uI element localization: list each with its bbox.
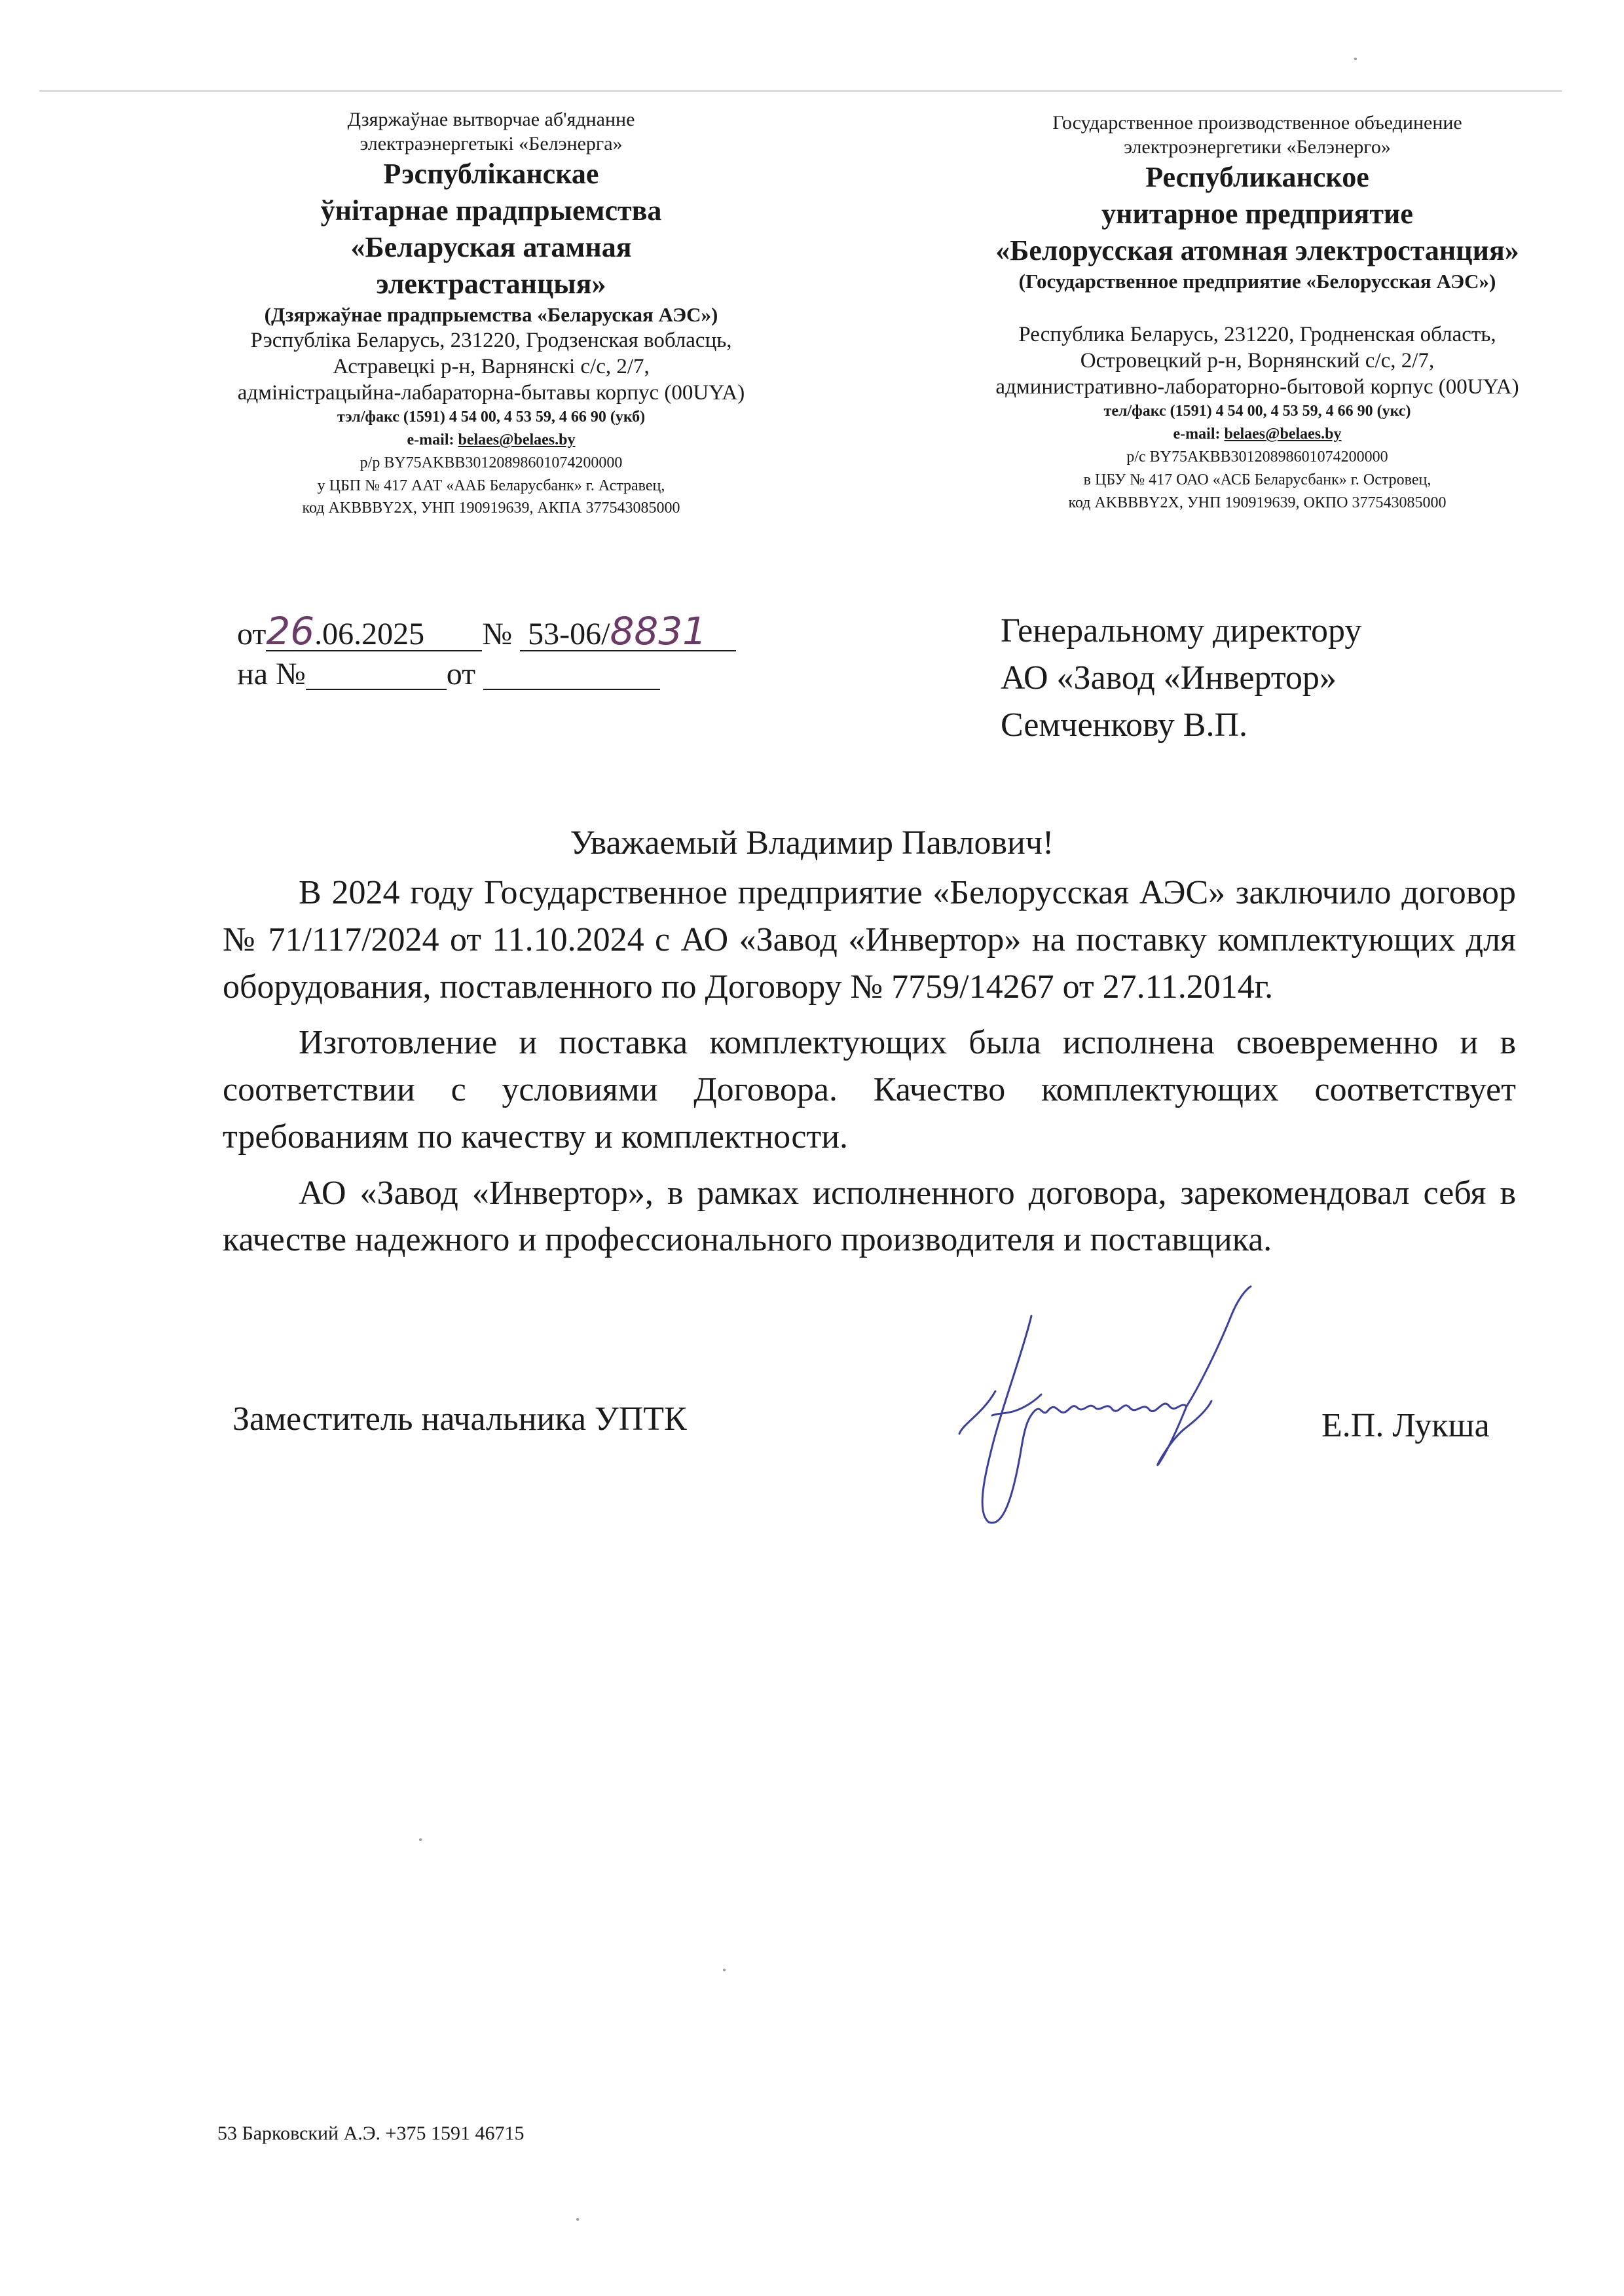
addressee-block (1001, 608, 1361, 748)
address-line1: Рэспубліка Беларусь, 231220, Гродзенская вобласць, (250, 328, 732, 352)
signatory-name: Е.П. Лукша (1321, 1407, 1490, 1444)
addressee-line2: АО «Завод «Инвертор» (1001, 659, 1337, 697)
org-name-line1: Рэспубліканскае (383, 158, 599, 191)
header-belarusian (190, 108, 792, 520)
address-line2: Островецкий р-н, Ворнянский с/с, 2/7, (1080, 348, 1435, 373)
address-line3: административно-лабораторно-бытовой корпус (00UYA) (995, 375, 1519, 399)
phone-fax: тэл/факс (1591) 4 54 00, 4 53 59, 4 66 90 (укб) (337, 409, 646, 426)
number-prefix: 53-06/ (528, 617, 610, 651)
paragraph-1: В 2024 году Государственное предприятие «Белорусская АЭС» заключило договор № 71/117/2024 от 11.10.2024 с АО «Завод «Инвертор» на поставку комплектующих для оборудования, поставленного по Договору № 7759/14267 от 27.11.2014г. (223, 874, 1516, 1006)
date-day-handwritten: 26 (266, 609, 315, 653)
email-link[interactable]: belaes@belaes.by (1224, 426, 1342, 443)
incoming-ref-line (237, 659, 660, 690)
paragraph-3: АО «Завод «Инвертор», в рамках исполненного договора, зарекомендовал себя в качестве надежного и профессионального производителя и поставщика. (223, 1174, 1516, 1259)
org-short-name: (Дзяржаўнае прадпрыемства «Беларуская АЭС») (264, 302, 718, 326)
outgoing-reg-line (237, 609, 736, 653)
email-line: e-mail: belaes@belaes.by (407, 431, 576, 449)
parent-org-line1: Дзяржаўнае вытворчае аб'яднанне (347, 109, 635, 130)
ref-number-blank (306, 660, 447, 690)
header-russian (943, 111, 1572, 514)
addressee-line3: Семченкову В.П. (1001, 706, 1247, 744)
number-handwritten: 8831 (610, 609, 707, 653)
executor-info: 53 Барковский А.Э. +375 1591 46715 (217, 2123, 525, 2144)
date-rest: .06.2025 (314, 617, 425, 651)
handwritten-signature (943, 1277, 1283, 1552)
parent-org-line2: электроэнергетики «Белэнерго» (1124, 136, 1391, 158)
phone-fax: тел/факс (1591) 4 54 00, 4 53 59, 4 66 90 (укс) (1103, 403, 1411, 420)
address-line2: Астравецкі р-н, Варнянскі с/с, 2/7, (333, 354, 650, 378)
org-name-line1: Республиканское (1145, 161, 1369, 194)
address-line1: Республика Беларусь, 231220, Гродненская область, (1018, 322, 1496, 346)
paragraph-2: Изготовление и поставка комплектующих была исполнена своевременно и в соответствии с условиями Договора. Качество комплектующих соответствует требованиям по качеству и комплектности. (223, 1024, 1516, 1156)
org-name-line2: ўнітарнае прадпрыемства (320, 194, 662, 227)
email-line: e-mail: belaes@belaes.by (1173, 426, 1342, 443)
bank-codes: код AKBBBY2X, УНП 190919639, АКПА 377543085000 (302, 500, 680, 517)
scan-speck (723, 1969, 726, 1971)
org-name-line3: «Белорусская атомная электростанция» (995, 234, 1519, 266)
salutation: Уважаемый Владимир Павлович! (570, 824, 1054, 862)
scan-speck (419, 1838, 422, 1841)
email-link[interactable]: belaes@belaes.by (458, 431, 576, 449)
letter-body (223, 869, 1516, 1273)
bank-account: р/с BY75AKBB30120898601074200000 (1126, 448, 1388, 465)
from-label: от (237, 617, 267, 651)
header-divider (39, 90, 1562, 92)
number-field (520, 609, 736, 653)
addressee-line1: Генеральному директору (1001, 612, 1362, 649)
org-name-line2: унитарное предприятие (1101, 198, 1413, 230)
parent-org-line2: электраэнергетыкі «Белэнерга» (360, 132, 623, 155)
scan-speck (1354, 58, 1357, 60)
date-field (266, 609, 482, 653)
org-short-name: (Государственное предприятие «Белорусская АЭС») (1018, 269, 1496, 293)
bank-account: р/р BY75AKBB30120898601074200000 (360, 454, 623, 471)
bank-name: у ЦБП № 417 ААТ «ААБ Беларусбанк» г. Астравец, (317, 477, 665, 494)
ref-from-label: от (446, 657, 476, 691)
signatory-position: Заместитель начальника УПТК (232, 1400, 687, 1438)
scan-speck (576, 2218, 579, 2221)
bank-name: в ЦБУ № 417 ОАО «АСБ Беларусбанк» г. Островец, (1083, 471, 1431, 488)
parent-org-line1: Государственное производственное объединение (1052, 112, 1462, 134)
ref-date-blank (483, 660, 660, 690)
number-label: № (482, 617, 513, 651)
ref-label: на № (237, 657, 306, 691)
bank-codes: код AKBBBY2X, УНП 190919639, ОКПО 377543085000 (1068, 494, 1447, 511)
org-name-line3: «Беларуская атамная (350, 230, 632, 263)
address-line3: адміністрацыйна-лабараторна-бытавы корпус (00UYA) (237, 381, 745, 405)
org-name-line4: электрастанцыя» (376, 267, 606, 300)
